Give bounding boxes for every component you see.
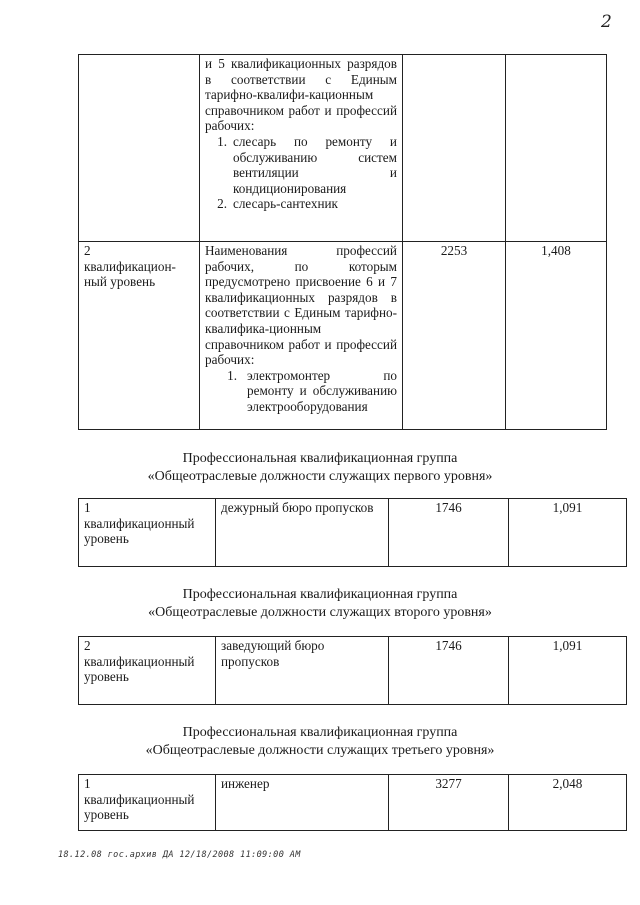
table-row-continued [79,55,607,242]
group-title-line2: «Общеотраслевые должности служащих второго уровня» [148,605,492,620]
list-item-number: 1. [217,133,227,149]
list-item-number: 1. [227,367,237,383]
group-table-first-level [78,498,627,567]
salary-cell: 1746 [389,637,509,705]
coefficient-cell: 2,048 [509,775,627,831]
page-number: 2 [601,12,612,32]
salary-cell: 2253 [403,242,506,430]
description-text: Наименования профессий рабочих, по которым предусмотрено присвоение 6 и 7 квалификационных разрядов в соответствии с Единым тарифно-квалифика-ционным справочником работ и профессий рабочих: [205,243,397,368]
coefficient-cell [506,55,607,242]
table-row [79,775,627,831]
group-title-second-level [0,586,640,622]
coefficient-cell: 1,408 [506,242,607,430]
group-title-line2: «Общеотраслевые должности служащих первого уровня» [147,469,493,484]
group-table-second-level [78,636,627,705]
level-number: 1 [84,776,91,791]
level-number: 2 [84,243,91,258]
footer-stamp: 18.12.08 гос.архив ДА 12/18/2008 11:09:00 AM [58,850,301,860]
description-text: и 5 квалификационных разрядов в соответствии с Единым тарифно-квалифи-кационным справочником работ и профессий рабочих: [205,56,397,134]
position-cell: инженер [216,775,389,831]
table-row-level-2 [79,242,607,430]
coefficient-cell: 1,091 [509,637,627,705]
level-number: 1 [84,500,91,515]
group-title-line1: Профессиональная квалификационная группа [182,725,458,740]
level-label: квалификационный уровень [84,653,195,685]
list-item [205,134,397,196]
level-label: квалификационный уровень [84,791,195,823]
list-item-number: 2. [217,196,227,212]
salary-cell [403,55,506,242]
level-cell [79,242,200,430]
main-qualification-table [78,54,607,430]
coefficient-cell: 1,091 [509,499,627,567]
list-item [205,196,397,212]
group-title-third-level [0,724,640,760]
list-item-text: слесарь по ремонту и обслуживанию систем вентиляции и кондиционирования [233,133,397,196]
list-item [205,368,397,415]
position-cell: заведующий бюро пропусков [216,637,389,705]
level-label: квалификацион-ный уровень [84,258,176,290]
position-cell: дежурный бюро пропусков [216,499,389,567]
table-row [79,637,627,705]
group-title-line2: «Общеотраслевые должности служащих третьего уровня» [145,743,495,758]
salary-cell: 3277 [389,775,509,831]
description-cell [200,242,403,430]
level-cell [79,775,216,831]
list-item-text: электромонтер по ремонту и обслуживанию электрооборудования [247,367,397,414]
group-title-line1: Профессиональная квалификационная группа [182,587,458,602]
group-title-first-level [0,450,640,486]
salary-cell: 1746 [389,499,509,567]
level-number: 2 [84,638,91,653]
level-cell [79,499,216,567]
group-table-third-level [78,774,627,831]
description-cell [200,55,403,242]
level-cell [79,55,200,242]
level-label: квалификационный уровень [84,515,195,547]
list-item-text: слесарь-сантехник [233,196,338,212]
table-row [79,499,627,567]
level-cell [79,637,216,705]
group-title-line1: Профессиональная квалификационная группа [182,451,458,466]
